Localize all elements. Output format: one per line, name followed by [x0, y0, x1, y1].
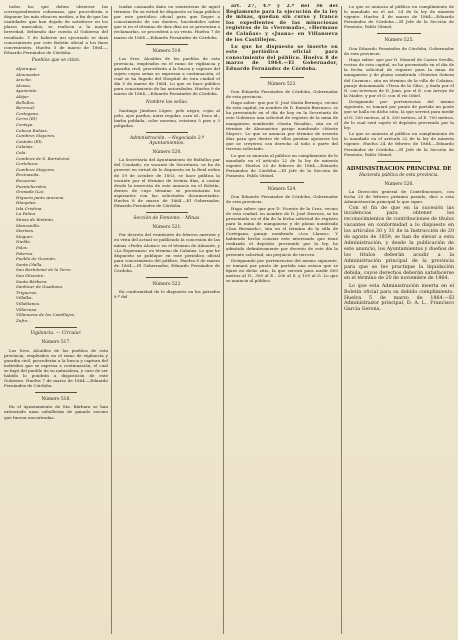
town-list-item: Aroche.	[16, 77, 33, 83]
body-paragraph: Don Eduardo Fernández de Córdoba, Gobernador de esta provincia.	[226, 88, 338, 99]
body-paragraph: Lo que se anuncia al público en cumplimiento de lo mandado en el artículo 22 de la ley de minería vigente. Huelva 25 de febrero de 1864.—Eduardo Fernández de Córdoba.—El Jefe de la Sección de Fomento, Pablo Otónel.	[226, 152, 338, 178]
body-paragraph-emphasis: art. 27, 4.º y 2.º del 36 del Reglamento para la ejecución de la ley de minas, quedan sin curso y franco los expedientes de las minuciosas registros de la «Veremada», «Hermano de Calañas» y «Juana» en Villanueva de los Castillejos.	[226, 4, 338, 43]
section-heading: Sección de Fomento. - Minas.	[133, 216, 201, 222]
body-paragraph: Designando por pertenencias del mismo siguiente, se tomará por punto de partida un poste que se halla en dicho sitio, la que servirá para medir al N. 200 metros, al S. 300 metros, al E. 700 metros, de lo cual será sujeto el depósito prevenido por la ley.	[344, 99, 454, 130]
town-list-item: Trigueros.	[16, 289, 38, 295]
body-paragraph: La Dirección general de Contribuciones, con fecha 25 de febrero próximo pasado, dice a esta Administración principal lo que sigue:	[344, 188, 454, 205]
divider	[146, 132, 188, 133]
body-paragraph: tradas causando daño en sementeras de aquel término. En su virtud he dispuesto se haga público por este periódico oficial para que llegue a conocimiento de sus dueños, haciéndoles saber que si en el término de diez días no se presentan a reclamarlas, se procederá a su venta. Huelva 7 de marzo de 1864.—Eduardo Fernández de Córdoba.	[114, 4, 220, 40]
body-paragraph: Hago saber: que por D. Vicente de la Cruz, vecino de esta ciudad, en nombre de D. José Herrera, se ha presentado en el día de la fecha solicitud de registro para la mina de manganeso y de plomo nombrada «San Bernardo», sita en el término de la villa de Cortegana, paraje nombrado «Los Llanos». Y habiendo hecho constar este interesado que tiene realizado el depósito prevenido por la ley, he admitido definitivamente por decreto de este día la presente solicitud, sin perjuicio de tercero.	[226, 205, 338, 257]
town-list-item: Cumbres Mayores.	[16, 166, 56, 172]
town-list-item: Cumbres de S. Bartolomé.	[16, 155, 71, 161]
town-list-item: Cumbres Mayores.	[16, 133, 56, 139]
notice-number: Número 517.	[41, 340, 71, 346]
body-paragraph-emphasis: Lo que he dispuesto se inserte en este periódico oficial para conocimiento del público. Huelva 8 de marzo de 1864.—El Gobernador, Eduardo Fernández de Córdoba.	[226, 44, 338, 72]
body-paragraph: En el Ayuntamiento de Sta. Bárbara se han extraviado unas caballerías de ganado vacuno que fueron encontradas.	[4, 404, 108, 420]
towns-heading: Pueblos que se citan.	[31, 57, 81, 63]
town-list-item: Sanlúcar de Guadiana.	[16, 284, 64, 290]
body-paragraph: Lo que se anuncia al público en cumplimiento de lo mandado en el artículo 22 de la ley de minería vigente. Huelva 24 de febrero de 1864.—Eduardo Fernández de Córdoba.—El Jefe de la Sección de Fomento, Pablo Otónel.	[344, 131, 454, 157]
divider	[35, 392, 77, 393]
body-paragraph: La Secretaría del Ayuntamiento de Bollullos par del Condado, en vacante de Secretario, se ha de proveer en virtud de lo dispuesto en la Real orden de 19 de octubre de 1853, se hace pública la vacante por el término de treinta días, a contar desde la inserción de este anuncio en el Boletín, dentro de cuyo término se presentarán los aspirantes con las solicitudes documentadas. Huelva 8 de marzo de 1864.—El Gobernador, Eduardo Fernández de Córdoba.	[114, 157, 220, 209]
town-list-item: Paterna.	[16, 250, 34, 256]
town-list-item: Alájar.	[16, 94, 30, 99]
divider	[260, 77, 305, 78]
town-list-item: Puebla de Guzmán.	[16, 256, 57, 262]
body-paragraph: Santiago Jiménez López, pelo negro, cejas al pelo, ojos pardos, nariz regular, cara id., boca id., barba poblada, color moreno, estatura 5 pies y 3 pulgadas.	[114, 107, 220, 128]
divider	[377, 33, 421, 34]
column-1	[4, 4, 108, 636]
town-list-item: Villablanca.	[16, 300, 41, 306]
town-list-item: Fuenteheridos.	[16, 183, 48, 189]
town-list-item: Aljaraque.	[16, 66, 38, 72]
town-list-item: Niebla.	[16, 239, 31, 245]
town-list-item: Castaño (El).	[16, 138, 43, 144]
body-paragraph: En conformidad de lo dispuesto en los párrafos 8.º del	[114, 289, 220, 300]
town-list-item: Marines.	[16, 228, 35, 234]
notice-number: Número 523.	[267, 81, 297, 87]
town-list-item: Calañas.	[16, 144, 34, 150]
town-list-item: San Bartolomé de la Torre.	[16, 267, 72, 273]
body-paragraph: Lo que esta Administración inserta en el Boletín oficial para su debido cumplimiento. Huelva 5 de marzo de 1864.—El Administrador principal, D. A. L., Francisco García Gerona.	[344, 283, 454, 313]
town-list-item: San Silvestre.	[16, 273, 45, 278]
town-list-item: Encinasola.	[16, 172, 40, 178]
town-list-item: Villalba.	[16, 295, 33, 301]
column-divider	[111, 6, 112, 634]
notice-number: Número 522.	[152, 282, 182, 288]
town-list-item: Villanueva de los Castillejos.	[16, 312, 76, 318]
town-list-item: Cartaya.	[16, 121, 34, 127]
town-list-item: Higuera junto Aracena.	[16, 194, 65, 200]
town-list-item: Granada (La).	[16, 189, 45, 195]
town-list-item: Minas de Riotinto.	[16, 217, 55, 223]
divider	[146, 44, 188, 45]
town-list-item: Almonaster.	[16, 71, 41, 77]
town-list-item: Moguer.	[16, 233, 34, 239]
town-list-item: Berrocal.	[16, 105, 36, 111]
body-paragraph: Hago saber: que por D. José María Bermejo, vecino de esta capital, en nombre de D. Ramón Barranco, se ha presentado en el día de hoy en la Secretaría de este Gobierno una solicitud de registro de la mina de manganeso nombrada «Santa Rosalía», sita en el término de Almonaster, paraje nombrado «Monte Mayor». Lo que se anuncia por término de sesenta días para que dentro de ellos puedan oponerse los que se creyeren con derecho al todo o parte del terreno solicitado.	[226, 100, 338, 152]
town-list-item: Cortelazor.	[16, 161, 39, 167]
town-list-item: Santa Olalla.	[16, 261, 43, 267]
towns-list	[16, 66, 108, 323]
notice-number: Número 520.	[152, 150, 182, 156]
town-list-item: Manzanilla.	[16, 222, 41, 228]
town-list-item: Escacena.	[16, 177, 37, 183]
town-list-item: Isla Cristina.	[16, 205, 43, 211]
body-paragraph: todos los que deben observar las correspondientes cobranzas, que procederán a disponer los más eficaces medios, a fin de que las cantidades que han dejado de satisfacer en los plazos marcados, se realicen a la mayor brevedad, debiendo dar cuenta al Gobierno del resultado. Y de haberse así ejecutado se dará conocimiento por este Boletín oficial a los fines convenientes. Huelva 5 de marzo de 1864.—Eduardo Fernández de Córdoba.	[4, 4, 108, 55]
notice-number: Número 525.	[384, 38, 414, 44]
town-list-item: Bollullos.	[16, 99, 36, 105]
column-2	[114, 4, 220, 636]
section-subheading: Hacienda pública de esta provincia.	[359, 172, 439, 178]
column-divider	[341, 6, 342, 634]
body-paragraph: Los Sres. Alcaldes de los pueblos de esta provincia, empleados en el ramo de vigilancia y guardia civil, procederán a la busca y captura del sujeto cuyas señas se expresan a continuación, el cual se ha fugado del Hospital de esta ciudad el día 5 de marzo de 1864. Lo que se hace público para conocimiento de las autoridades. Huelva 9 de marzo de 1864.—Eduardo Fernández de Córdoba.	[114, 55, 220, 97]
body-paragraph: Designando por pertenencias del mismo siguiente, se tomará por punto de partida una estaca que se fijará en dicho sitio, la que servirá para medir 600 metros al N., 300 al E., 200 al S. y 100 al O. Lo que se anuncia al público.	[226, 257, 338, 284]
divider	[146, 212, 188, 213]
divider	[35, 327, 77, 328]
body-paragraph: Con el fin de que en la sucesión las incidencias para obtener los reconocimientos de contribuciones de títulos vacantes en conformidad a lo dispuesto en los artículos 30 y 31 de la Instrucción de 20 de agosto de 1859, se han de elevar a esta Administración, y desde la publicación de este anuncio, los Ayuntamientos y dueños de los títulos deberán acudir a la Administración principal de la provincia para que se les practique la liquidación debida, cuyos derechos deberán satisfacerse en el término de 20 de noviembre de 1864.	[344, 205, 454, 282]
notice-number: Número 524.	[267, 186, 297, 192]
body-paragraph: Hago saber: que por D. Manuel de Castro Sevilla, vecino de esta capital, se ha presentado en el día de la fecha solicitud de registro para la mina de manganeso y de plomo nombrada «Nuestra Señora del Carmen», sita en término de la villa de Calañas, paraje denominado «Tiesa de la Gila», y linda por el N. con terrenos de D. Juan, por el E. con Arroyo de la Madre, y por el O. con el río Odiel.	[344, 57, 454, 98]
column-3	[226, 4, 338, 636]
section-heading: Nombre las señas.	[145, 99, 189, 105]
body-paragraph: Los Sres. Alcaldes de los pueblos de esta provincia, empleados en el ramo de vigilancia y guardia civil, procederán a la busca y captura del individuo que se expresa a continuación, el cual se fugó del pueblo de su naturaleza, y caso de ser habido lo pondrán a disposición de este Gobierno. Huelva 7 de marzo de 1864.—Eduardo Fernández de Córdoba.	[4, 347, 108, 389]
town-list-item: Hinojales.	[16, 200, 37, 206]
body-paragraph: Por decreto del veintisiete de febrero anterior y en vista del actual se publicado la concesión de las minas «Pedro Alonso» en el término de Almonte, y «La Esperanza» en término de Calañas. Lo que he dispuesto se publique en este periódico oficial para conocimiento del público. Huelva 8 de marzo de 1864.—El Gobernador, Eduardo Fernández de Córdoba.	[114, 232, 220, 274]
section-heading: Vigilancia. — Circular.	[30, 331, 82, 337]
town-list-item: Cabeza Rubias.	[16, 127, 49, 133]
notice-number: Número 519.	[152, 48, 182, 54]
divider	[377, 161, 421, 162]
body-paragraph: Lo que se anuncia al público en cumplimiento de lo mandado en el art. 24 de la ley de minería vigente. Huelva 4 de marzo de 1864.—Eduardo Fernández de Córdoba.—El Jefe de la Sección de Fomento, Pablo Otónel.	[344, 4, 454, 30]
body-paragraph: Don Eduardo Fernández de Córdoba, Gobernador de esta provincia.	[226, 194, 338, 205]
town-list-item: Alosno.	[16, 82, 32, 88]
divider	[260, 182, 305, 183]
town-list-item: La Palma.	[16, 211, 37, 217]
notice-number: Número 521.	[152, 225, 182, 231]
town-list-item: Villarrasa.	[16, 306, 38, 312]
town-list-item: Cala.	[16, 149, 27, 155]
town-list-item: Santa Bárbara.	[16, 278, 48, 284]
body-paragraph: Don Eduardo Fernández de Córdoba, Gobernador de esta provincia.	[344, 45, 454, 56]
town-list-item: Ayamonte.	[16, 88, 38, 94]
section-heading: ADMINISTRACION PRINCIPAL DE	[346, 165, 452, 172]
column-divider	[223, 6, 224, 634]
section-heading: Administración. —Negociado 2.º Ayuntamientos.	[129, 135, 205, 147]
town-list-item: Cortegana.	[16, 110, 40, 116]
town-list-item: Zufre.	[16, 317, 29, 323]
divider	[146, 277, 188, 278]
notice-number: Número 518.	[41, 397, 71, 403]
notice-number: Número 526.	[384, 181, 414, 187]
town-list-item: Cerro (El)	[16, 116, 37, 122]
column-4	[344, 4, 454, 636]
town-list-item: Palos.	[16, 245, 29, 251]
